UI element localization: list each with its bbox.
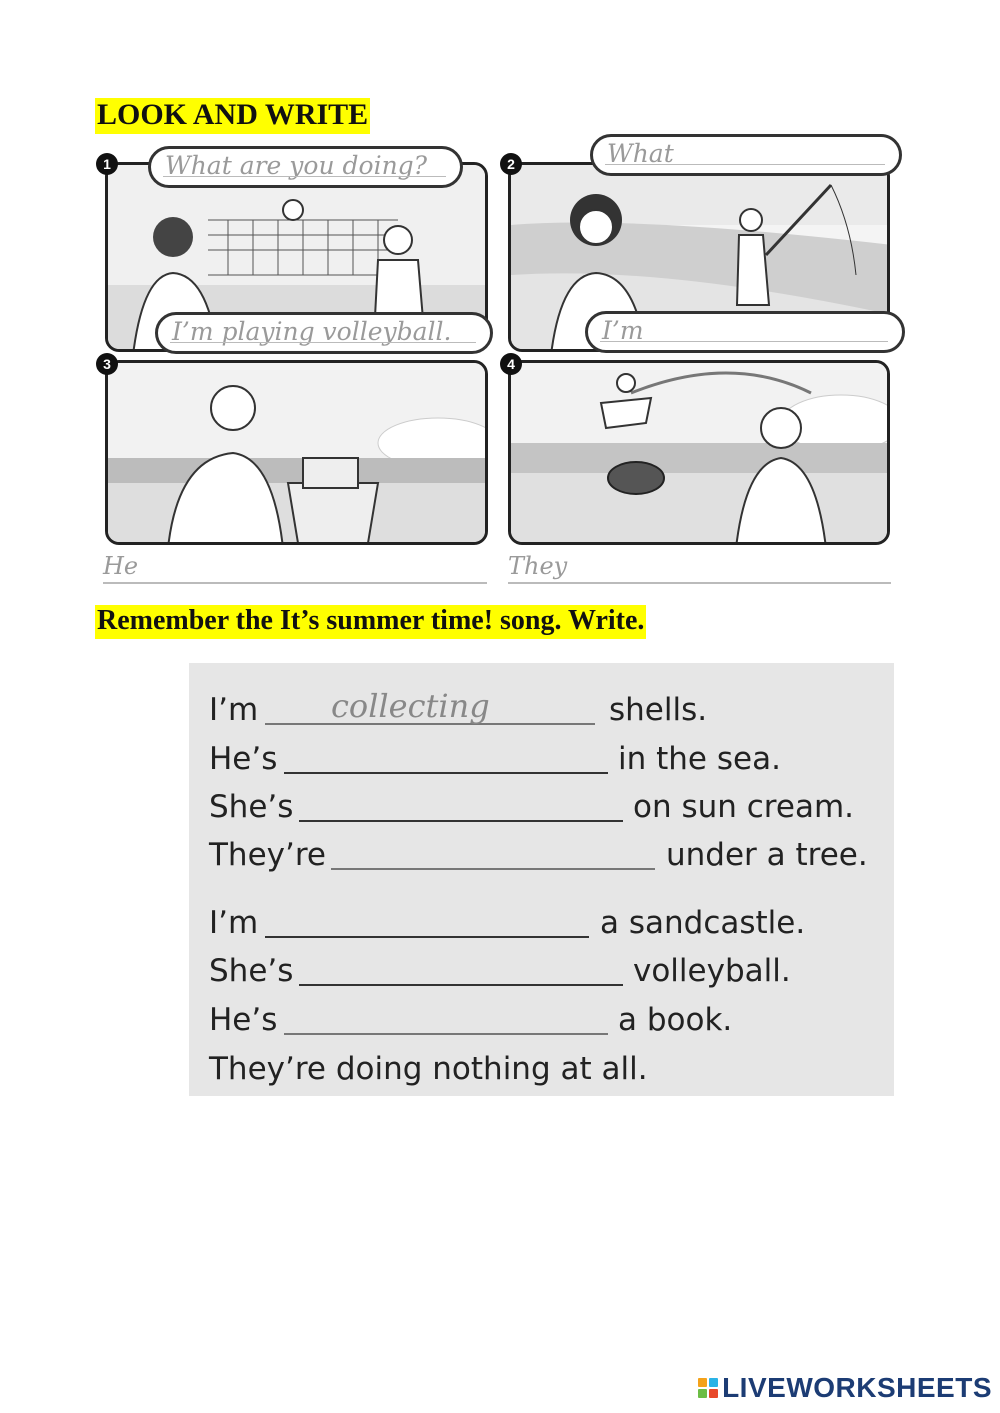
line-end: a book.	[618, 1002, 733, 1038]
frisbee-scene-illustration	[511, 363, 890, 545]
line-end: on sun cream.	[633, 789, 854, 825]
caption-prompt: He	[103, 552, 139, 580]
bubble-text: I’m playing volleyball.	[172, 317, 452, 346]
writing-line	[170, 342, 476, 343]
caption-prompt: They	[508, 552, 568, 580]
song-gap-fill-box	[189, 663, 894, 1096]
speech-bubble-answer	[155, 312, 493, 354]
line-start: She’s	[209, 953, 294, 989]
song-line-3	[209, 787, 879, 827]
line-start: I’m	[209, 692, 259, 728]
bubble-text: What are you doing?	[165, 151, 428, 180]
line-start: He’s	[209, 741, 278, 777]
answer-line-4[interactable]	[508, 552, 891, 584]
line-start: She’s	[209, 789, 294, 825]
answer-blank[interactable]	[331, 868, 655, 870]
example-answer: collecting	[331, 687, 490, 725]
sandcastle-scene-illustration	[108, 363, 488, 545]
section-heading-look-and-write: LOOK AND WRITE	[95, 98, 370, 134]
speech-bubble-answer-2	[585, 311, 905, 353]
picture-panel-4	[508, 360, 890, 545]
song-line-4	[209, 835, 879, 875]
panel-number-1: 1	[96, 153, 118, 175]
answer-blank[interactable]	[299, 984, 623, 986]
picture-panel-3	[105, 360, 488, 545]
line-end: shells.	[609, 692, 708, 728]
answer-blank[interactable]	[265, 936, 589, 938]
song-line-2	[209, 739, 879, 779]
bubble-text: I’m	[602, 316, 644, 345]
answer-blank[interactable]	[299, 820, 623, 822]
logo-squares-icon	[698, 1378, 718, 1398]
answer-blank[interactable]	[284, 1033, 608, 1035]
writing-line	[163, 176, 446, 177]
song-line-7	[209, 1000, 879, 1040]
writing-line	[600, 341, 888, 342]
song-line-5	[209, 903, 879, 943]
song-line-8: They’re doing nothing at all.	[209, 1051, 648, 1087]
line-end: volleyball.	[633, 953, 791, 989]
panel-number-4: 4	[500, 353, 522, 375]
line-start: I’m	[209, 905, 259, 941]
line-end: in the sea.	[618, 741, 781, 777]
bubble-text: What	[607, 139, 674, 168]
writing-line	[605, 164, 885, 165]
song-line-1	[209, 687, 879, 730]
line-start: They’re	[209, 837, 326, 873]
brand-name: LIVEWORKSHEETS	[722, 1372, 992, 1403]
line-end: a sandcastle.	[600, 905, 806, 941]
line-start: He’s	[209, 1002, 278, 1038]
panel-number-3: 3	[96, 353, 118, 375]
panel-number-2: 2	[500, 153, 522, 175]
speech-bubble-question	[148, 146, 463, 188]
song-line-6	[209, 951, 879, 991]
answer-blank[interactable]	[284, 772, 608, 774]
answer-line-3[interactable]	[103, 552, 487, 584]
line-end: under a tree.	[666, 837, 868, 873]
liveworksheets-logo	[698, 1371, 992, 1405]
section-heading-song: Remember the It’s summer time! song. Write.	[95, 605, 646, 639]
speech-bubble-question-2	[590, 134, 902, 176]
